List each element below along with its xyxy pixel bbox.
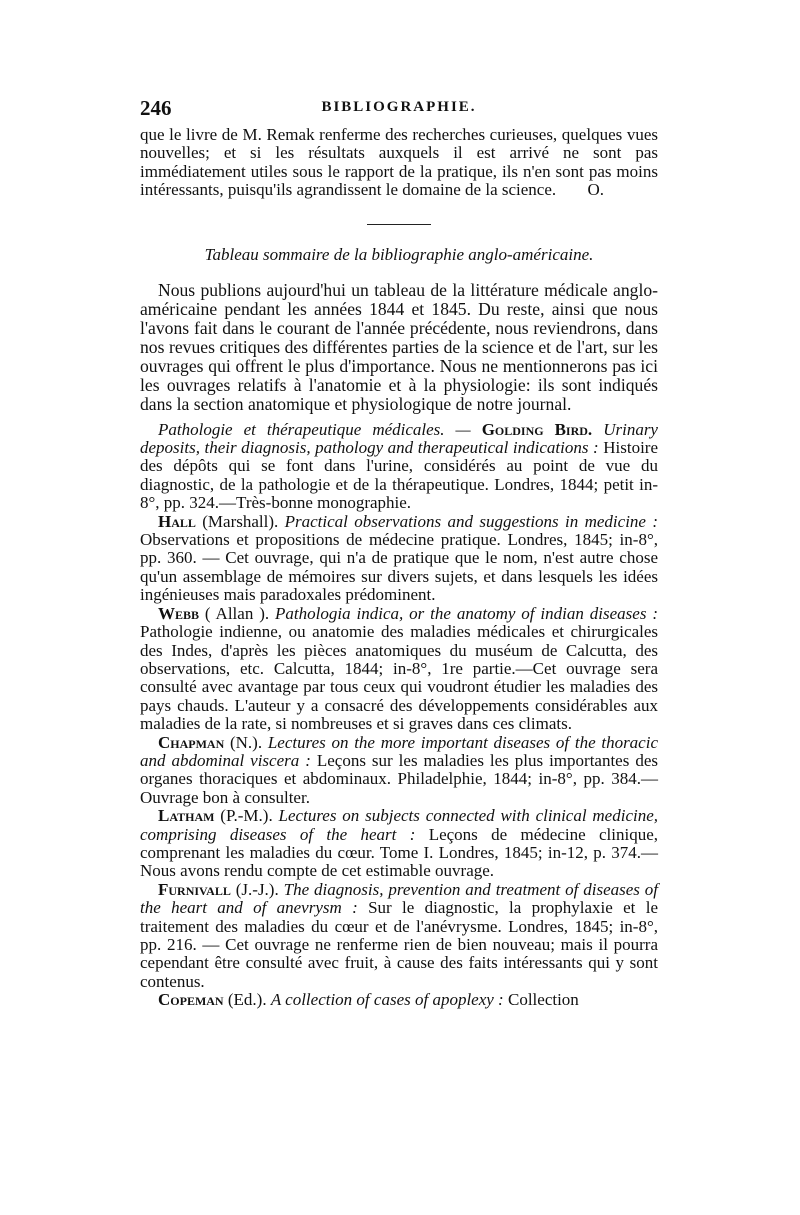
section-title: Tableau sommaire de la bibliographie anglo-américaine. <box>204 244 594 264</box>
entry-description: Leçons sur les maladies les plus importantes des organes thoraciques et abdominaux. Philadelphie, 1844; in-8°, pp. 384.— Ouvrage bon à consulter. <box>140 750 658 807</box>
entry-author: Latham <box>158 806 215 826</box>
entry-author: Chapman <box>158 732 225 752</box>
continuation-paragraph <box>140 126 658 200</box>
entry-description: Leçons de médecine clinique, comprenant les maladies du cœur. Tome I. Londres, 1845; in-12, p. 374.—Nous avons rendu compte de cet estimable ouvrage. <box>140 824 658 881</box>
entry-description: Observations et propositions de médecine pratique. Londres, 1845; in-8°, pp. 360. — Cet ouvrage, qui n'a de pratique que le nom, n'est autre chose qu'un assemblage de mémoires sur divers sujets, et dans lesquels les idées ingénieuses mais paradoxales prédominent. <box>140 530 658 605</box>
bibliography-entry <box>140 991 658 1009</box>
entry-description: Pathologie indienne, ou anatomie des maladies médicales et chirurgicales des Indes, d'après les pièces anatomiques du muséum de Calcutta, des observations, etc. Calcutta, 1844; in-8°, 1re partie.—Cet ouvrage sera consulté avec avantage par tous ceux qui voudront étudier les maladies des pays chauds. L'auteur y a consacré des développements considérables aux maladies de la rate, si nombreuses et si graves dans ces climats. <box>140 622 658 734</box>
entry-title: A collection of cases of apoplexy : <box>270 990 504 1010</box>
entry-author: Golding Bird. <box>481 419 593 439</box>
bibliography-entry <box>140 807 658 881</box>
category-heading: Pathologie et thérapeutique médicales. — <box>158 419 482 439</box>
entry-title: Pathologia indica, or the anatomy of indian diseases : <box>275 603 659 623</box>
entry-title: Practical observations and suggestions in medicine : <box>284 511 658 531</box>
entry-title: Lectures on subjects connected with clinical medicine, comprising diseases of the heart : <box>140 806 659 844</box>
entry-author-initials: (P.-M.). <box>214 806 279 826</box>
entry-description: Histoire des dépôts qui se font dans l'urine, considérés au point de vue du diagnostic, de la pathologie et de la thérapeutique. Londres, 1844; petit in-8°, pp. 324.—Très-bonne monographie. <box>140 438 659 513</box>
page-header <box>140 96 658 122</box>
bibliography-entry <box>140 605 658 734</box>
book-page <box>140 96 658 1010</box>
intro-paragraph: Nous publions aujourd'hui un tableau de la littérature médicale anglo-américaine pendant les années 1844 et 1845. Du reste, ainsi que nous l'avons fait dans le courant de l'année précédente, nous reviendrons, dans nos revues critiques des différentes parties de la science et de l'art, sur les ouvrages qui offrent le plus d'importance. Nous ne mentionnerons pas ici les ouvrages relatifs à l'anatomie et à la physiologie: ils sont indiqués dans la section anatomique et physiologique de notre journal. <box>140 279 658 414</box>
bibliography-entry <box>140 421 658 513</box>
entry-author: Copeman <box>158 990 224 1010</box>
entry-author: Furnivall <box>158 879 231 899</box>
entry-title: Urinary deposits, their diagnosis, pathology and therapeutical indications : <box>140 419 658 458</box>
bibliography-entry <box>140 734 658 808</box>
entry-author: Webb <box>158 603 200 623</box>
entry-title: Lectures on the more important diseases of the thoracic and abdominal viscera : <box>140 732 658 770</box>
entry-title: The diagnosis, prevention and treatment of diseases of the heart and of anevrysm : <box>140 879 659 918</box>
entry-description: Collection <box>503 990 579 1010</box>
continuation-text: que le livre de M. Remak renferme des recherches curieuses, quelques vues nouvelles; et si les résultats auxquels il est arrivé ne sont pas immédiatement utiles sous le rapport de la pratique, ils n'en sont pas moins intéressants, puisqu'ils agrandissent le domaine de la science. <box>140 125 658 200</box>
entry-author-initials: (Ed.). <box>223 990 271 1010</box>
bibliography-entry <box>140 513 658 605</box>
bibliography-entry <box>140 881 658 991</box>
entry-author-initials: (Marshall). <box>195 511 285 531</box>
entry-author: Hall <box>158 511 196 531</box>
review-signature: O. <box>587 180 604 200</box>
section-divider <box>367 224 431 225</box>
page-number: 246 <box>140 96 172 120</box>
running-title: BIBLIOGRAPHIE. <box>321 99 477 115</box>
entry-author-initials: ( Allan ). <box>199 603 276 623</box>
entry-author-initials: (N.). <box>224 732 268 752</box>
entry-description: Sur le diagnostic, la prophylaxie et le traitement des maladies du cœur et de l'anévrysme. Londres, 1845; in-8°, pp. 216. — Cet ouvrage ne renferme rien de bien nouveau; mais il pourra cependant être consulté avec fruit, à cause des faits intéressants qui y sont contenus. <box>140 898 658 991</box>
entry-author-initials: (J.-J.). <box>230 879 284 899</box>
